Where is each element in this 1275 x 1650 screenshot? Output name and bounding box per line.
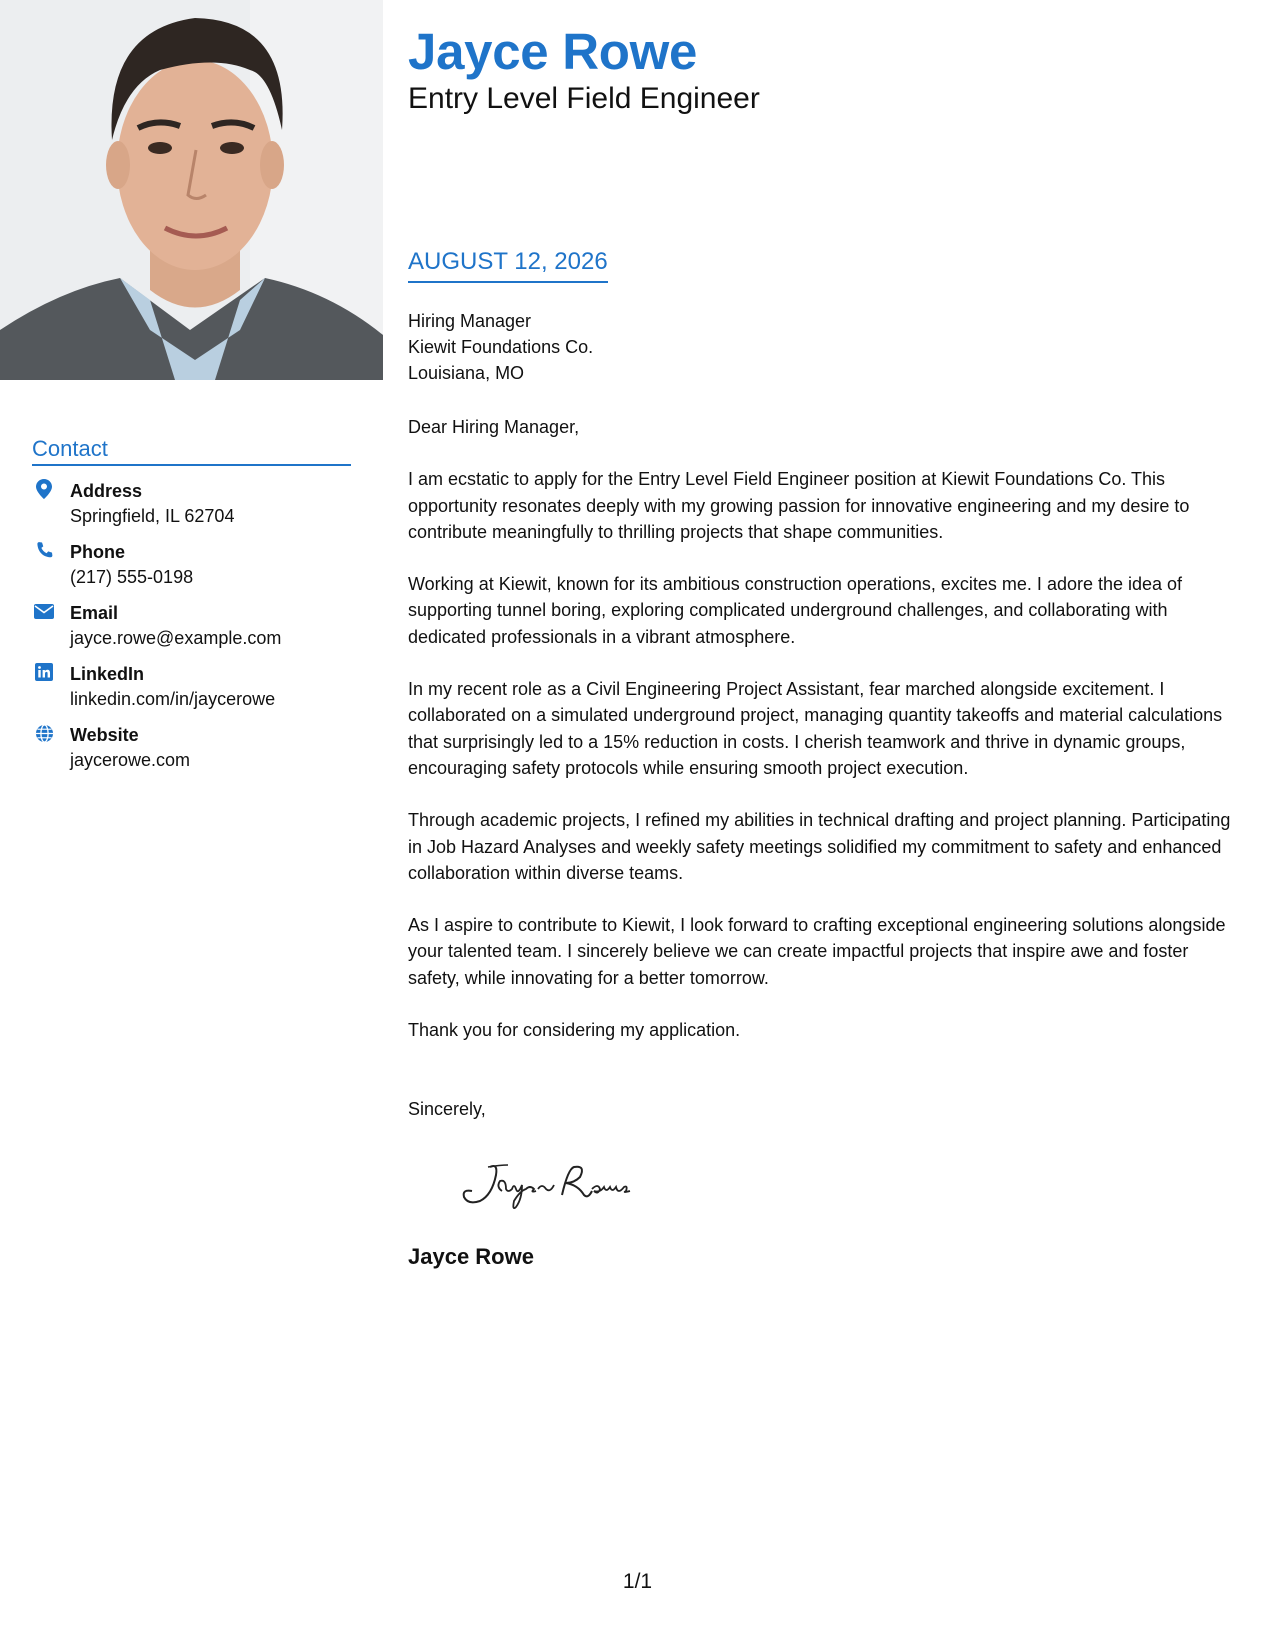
handwritten-signature — [450, 1155, 640, 1215]
letter-paragraph: Working at Kiewit, known for its ambitious construction operations, excites me. I adore the idea of supporting tunnel boring, exploring complicated underground challenges, and collaborating with dedicated professionals in a vibrant atmosphere. — [408, 574, 1183, 647]
recipient-line: Hiring Manager — [408, 311, 532, 331]
letter-date: AUGUST 12, 2026 — [408, 248, 608, 283]
contact-website — [32, 722, 351, 772]
contact-address — [32, 478, 351, 528]
contact-value[interactable]: jaycerowe.com — [70, 750, 191, 770]
applicant-name: Jayce Rowe — [408, 23, 698, 80]
recipient-line: Louisiana, MO — [408, 363, 525, 383]
page-number: 1/1 — [622, 1570, 653, 1593]
phone-icon — [34, 540, 54, 560]
contact-label: Website — [70, 725, 139, 745]
location-pin-icon — [34, 479, 54, 499]
contact-section — [32, 436, 351, 783]
profile-photo — [0, 0, 383, 380]
letter-body — [408, 414, 1238, 1069]
contact-label: LinkedIn — [70, 664, 145, 684]
letter-paragraph: In my recent role as a Civil Engineering Project Assistant, fear marched alongside excitement. I collaborated on a simulated underground project, managing quantity takeoffs and material calculations that surprisingly led to a 15% reduction in costs. I cherish teamwork and thrive in dynamic groups, encouraging safety protocols while ensuring smooth project execution. — [408, 679, 1223, 778]
envelope-icon — [34, 601, 54, 621]
globe-icon — [34, 723, 54, 743]
portrait-illustration — [0, 0, 383, 380]
recipient-block — [408, 308, 593, 386]
contact-value[interactable]: linkedin.com/in/jaycerowe — [70, 689, 276, 709]
contact-linkedin — [32, 661, 351, 711]
linkedin-icon — [34, 662, 54, 682]
letter-paragraph: I am ecstatic to apply for the Entry Level Field Engineer position at Kiewit Foundations Co. This opportunity resonates deeply with my growing passion for innovative engineering and my desire to contribute meaningfully to thrilling projects that shape communities. — [408, 469, 1190, 542]
contact-label: Phone — [70, 542, 126, 562]
letter-paragraph: As I aspire to contribute to Kiewit, I look forward to crafting exceptional engineering solutions alongside your talented team. I sincerely believe we can create impactful projects that inspire awe and foster safety, while innovating for a better tomorrow. — [408, 915, 1226, 988]
job-title: Entry Level Field Engineer — [408, 82, 760, 115]
contact-label: Email — [70, 603, 119, 623]
sidebar — [0, 0, 383, 1650]
contact-email — [32, 600, 351, 650]
closing: Sincerely, — [408, 1099, 486, 1119]
salutation: Dear Hiring Manager, — [408, 417, 580, 437]
contact-value: Springfield, IL 62704 — [70, 506, 235, 526]
contact-heading: Contact — [32, 436, 351, 466]
letter-paragraph: Through academic projects, I refined my abilities in technical drafting and project planning. Participating in Job Hazard Analyses and weekly safety meetings solidified my commitment to safety and enhanced collaboration within diverse teams. — [408, 810, 1231, 883]
contact-value[interactable]: jayce.rowe@example.com — [70, 628, 282, 648]
signed-name: Jayce Rowe — [408, 1244, 534, 1269]
recipient-line: Kiewit Foundations Co. — [408, 337, 594, 357]
letter-paragraph: Thank you for considering my application. — [408, 1020, 741, 1041]
contact-value: (217) 555-0198 — [70, 567, 194, 587]
contact-label: Address — [70, 481, 143, 501]
contact-phone — [32, 539, 351, 589]
